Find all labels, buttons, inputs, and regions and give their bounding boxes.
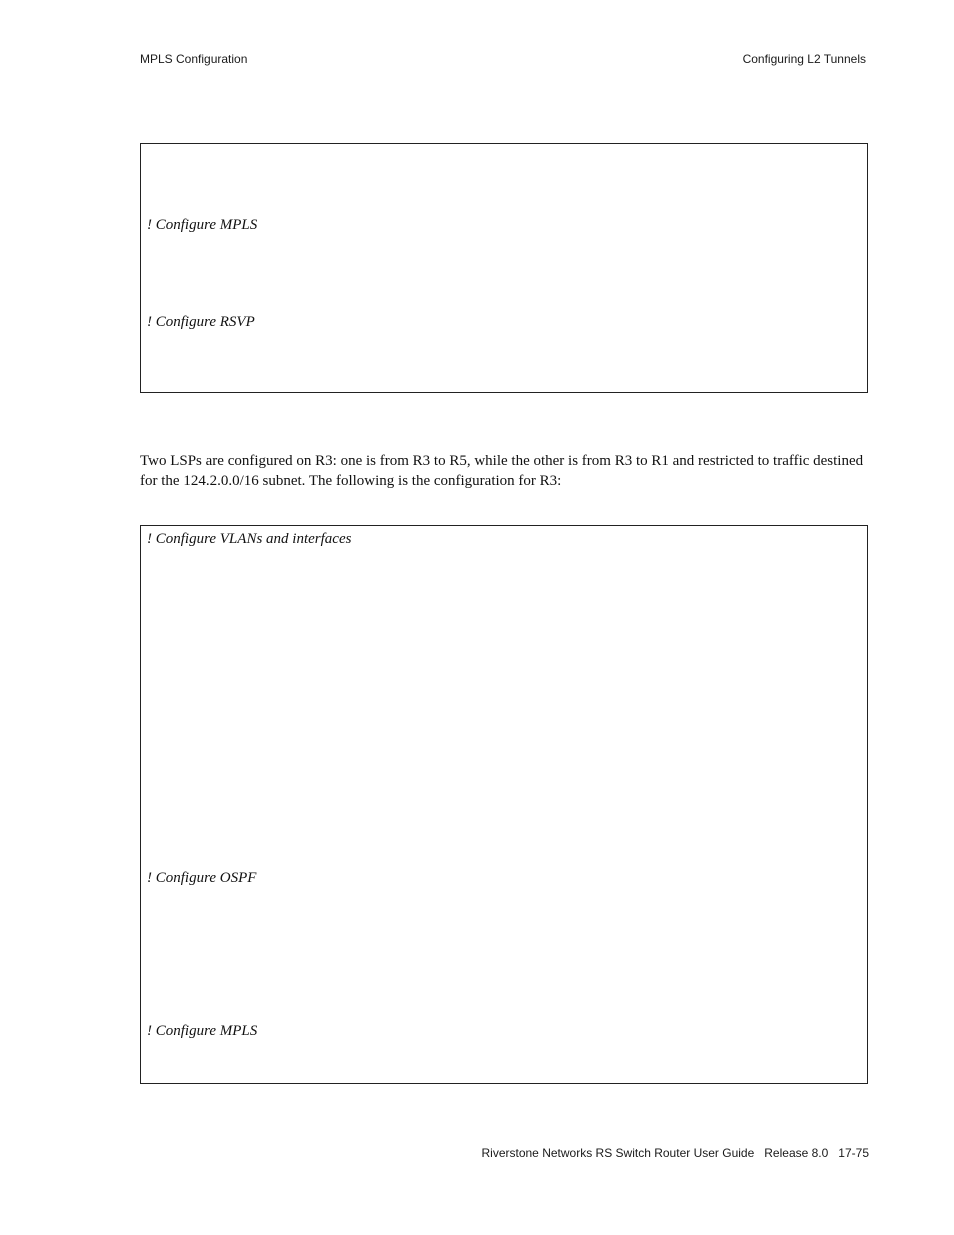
config-box-r2 <box>140 143 868 393</box>
page-footer: Riverstone Networks RS Switch Router User Guide Release 8.0 17-75 <box>481 1146 869 1160</box>
config-comment-ospf: ! Configure OSPF <box>147 870 257 886</box>
running-header-left: MPLS Configuration <box>140 52 248 66</box>
config-comment-mpls-r3: ! Configure MPLS <box>147 1023 258 1039</box>
running-header-right: Configuring L2 Tunnels <box>742 52 866 66</box>
body-paragraph: Two LSPs are configured on R3: one is from R3 to R5, while the other is from R3 to R1 and restricted to traffic destined for the 124.2.0.0/16 subnet. The following is the configuration for R3: <box>140 453 864 489</box>
config-box-r3 <box>140 525 868 1084</box>
config-comment-rsvp: ! Configure RSVP <box>147 314 255 330</box>
config-comment-vlans: ! Configure VLANs and interfaces <box>147 531 352 547</box>
config-comment-mpls: ! Configure MPLS <box>147 217 258 233</box>
